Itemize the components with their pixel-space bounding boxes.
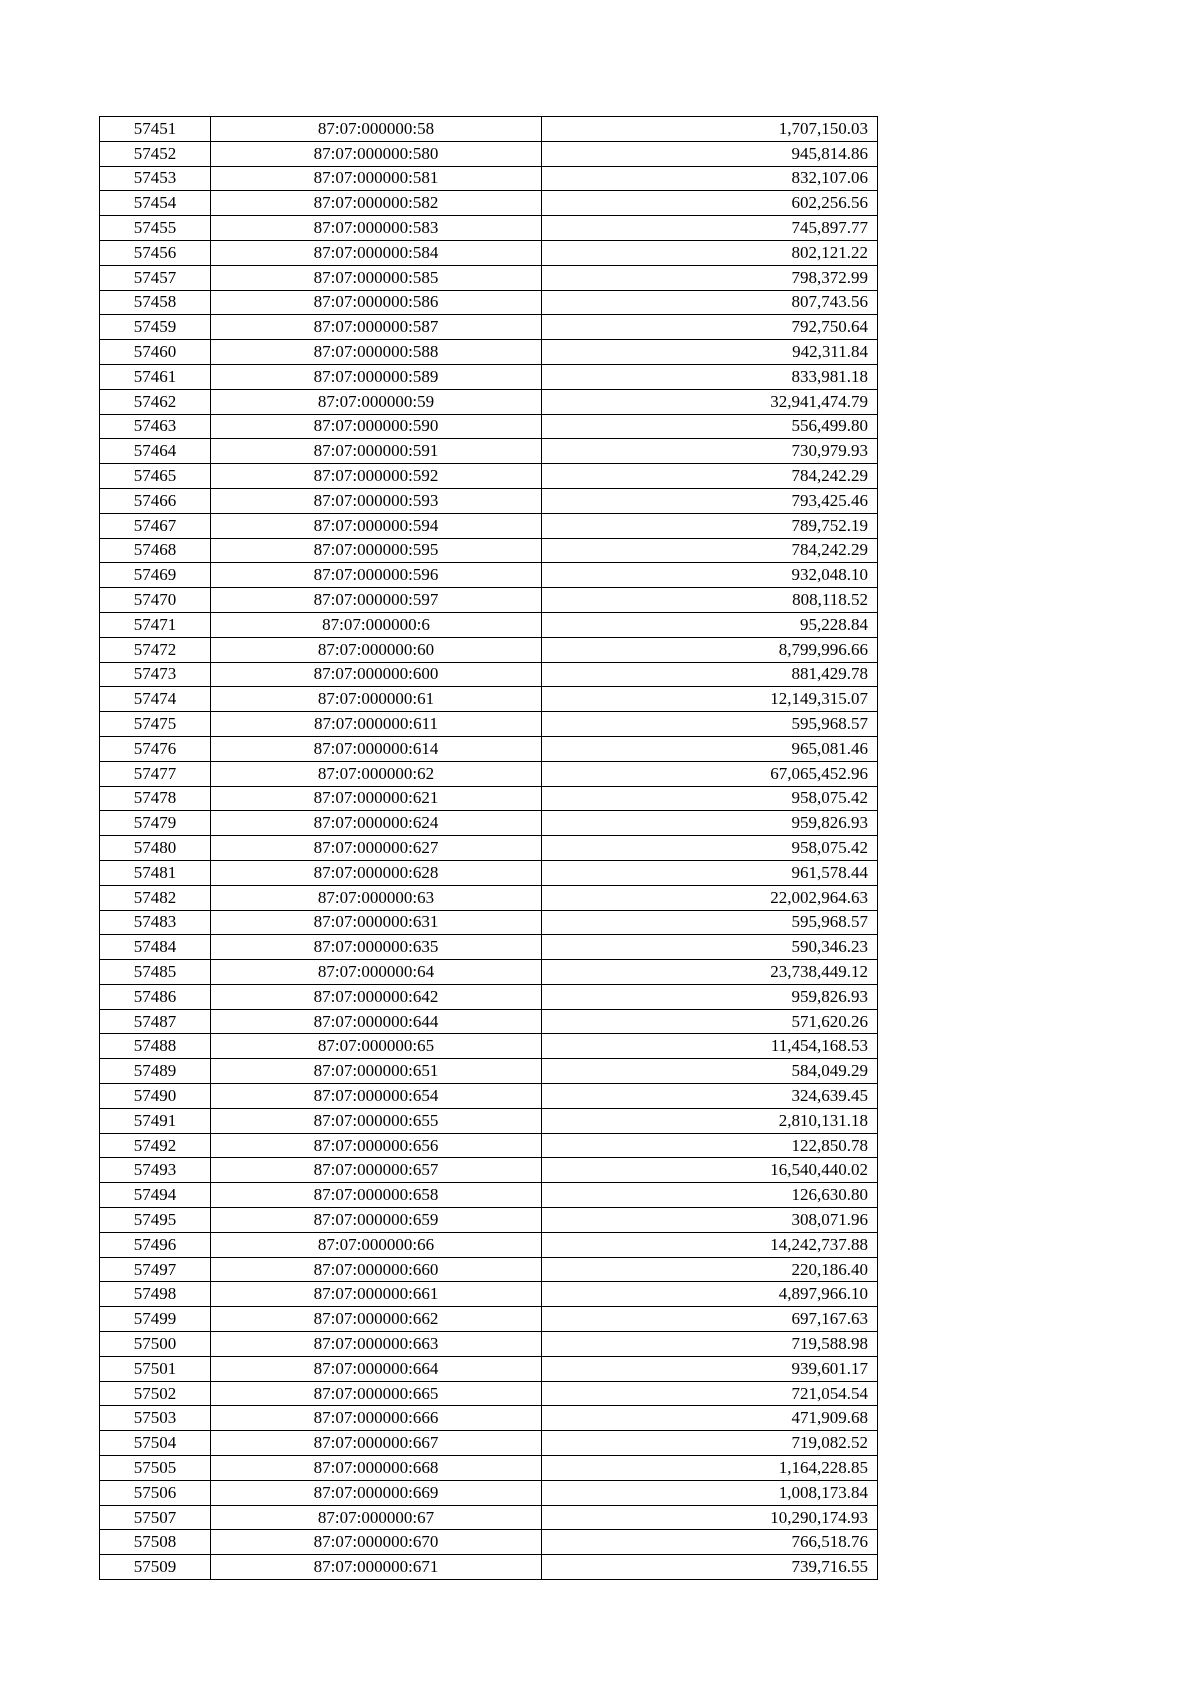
cadastral-number-cell: 87:07:000000:67 [211, 1505, 542, 1530]
row-number-cell: 57473 [100, 662, 211, 687]
value-cell: 32,941,474.79 [542, 389, 878, 414]
table-row [100, 1208, 878, 1233]
row-number-cell: 57458 [100, 290, 211, 315]
cadastral-number-cell: 87:07:000000:627 [211, 836, 542, 861]
value-cell: 14,242,737.88 [542, 1232, 878, 1257]
table-row [100, 513, 878, 538]
cadastral-number-cell: 87:07:000000:64 [211, 960, 542, 985]
value-cell: 595,968.57 [542, 910, 878, 935]
row-number-cell: 57457 [100, 265, 211, 290]
value-cell: 745,897.77 [542, 216, 878, 241]
cadastral-number-cell: 87:07:000000:667 [211, 1431, 542, 1456]
row-number-cell: 57475 [100, 712, 211, 737]
table-row [100, 1158, 878, 1183]
cadastral-number-cell: 87:07:000000:654 [211, 1084, 542, 1109]
row-number-cell: 57505 [100, 1456, 211, 1481]
row-number-cell: 57468 [100, 538, 211, 563]
row-number-cell: 57479 [100, 811, 211, 836]
cadastral-number-cell: 87:07:000000:624 [211, 811, 542, 836]
row-number-cell: 57509 [100, 1555, 211, 1580]
row-number-cell: 57472 [100, 637, 211, 662]
row-number-cell: 57470 [100, 588, 211, 613]
table-row [100, 811, 878, 836]
row-number-cell: 57504 [100, 1431, 211, 1456]
cadastral-number-cell: 87:07:000000:631 [211, 910, 542, 935]
cadastral-number-cell: 87:07:000000:594 [211, 513, 542, 538]
value-cell: 784,242.29 [542, 464, 878, 489]
table-row [100, 860, 878, 885]
cadastral-number-cell: 87:07:000000:585 [211, 265, 542, 290]
row-number-cell: 57483 [100, 910, 211, 935]
cadastral-number-cell: 87:07:000000:595 [211, 538, 542, 563]
value-cell: 958,075.42 [542, 786, 878, 811]
cadastral-number-cell: 87:07:000000:642 [211, 984, 542, 1009]
cadastral-number-cell: 87:07:000000:635 [211, 935, 542, 960]
row-number-cell: 57497 [100, 1257, 211, 1282]
value-cell: 721,054.54 [542, 1381, 878, 1406]
value-cell: 719,082.52 [542, 1431, 878, 1456]
value-cell: 789,752.19 [542, 513, 878, 538]
data-table [99, 116, 878, 1580]
table-row [100, 1084, 878, 1109]
cadastral-number-cell: 87:07:000000:662 [211, 1307, 542, 1332]
table-row [100, 1406, 878, 1431]
row-number-cell: 57491 [100, 1108, 211, 1133]
value-cell: 22,002,964.63 [542, 885, 878, 910]
table-row [100, 1505, 878, 1530]
row-number-cell: 57488 [100, 1034, 211, 1059]
row-number-cell: 57459 [100, 315, 211, 340]
cadastral-number-cell: 87:07:000000:658 [211, 1183, 542, 1208]
table-row [100, 364, 878, 389]
table-row [100, 265, 878, 290]
cadastral-number-cell: 87:07:000000:590 [211, 414, 542, 439]
table-row [100, 1555, 878, 1580]
row-number-cell: 57481 [100, 860, 211, 885]
cadastral-number-cell: 87:07:000000:61 [211, 687, 542, 712]
table-row [100, 885, 878, 910]
cadastral-number-cell: 87:07:000000:660 [211, 1257, 542, 1282]
table-row [100, 240, 878, 265]
cadastral-number-cell: 87:07:000000:668 [211, 1456, 542, 1481]
row-number-cell: 57494 [100, 1183, 211, 1208]
cadastral-number-cell: 87:07:000000:583 [211, 216, 542, 241]
row-number-cell: 57508 [100, 1530, 211, 1555]
cadastral-number-cell: 87:07:000000:621 [211, 786, 542, 811]
cadastral-number-cell: 87:07:000000:614 [211, 736, 542, 761]
value-cell: 12,149,315.07 [542, 687, 878, 712]
row-number-cell: 57495 [100, 1208, 211, 1233]
cadastral-number-cell: 87:07:000000:6 [211, 612, 542, 637]
value-cell: 23,738,449.12 [542, 960, 878, 985]
row-number-cell: 57465 [100, 464, 211, 489]
table-row [100, 960, 878, 985]
cadastral-number-cell: 87:07:000000:581 [211, 166, 542, 191]
table-row [100, 1133, 878, 1158]
value-cell: 4,897,966.10 [542, 1282, 878, 1307]
value-cell: 766,518.76 [542, 1530, 878, 1555]
cadastral-number-cell: 87:07:000000:582 [211, 191, 542, 216]
row-number-cell: 57464 [100, 439, 211, 464]
value-cell: 808,118.52 [542, 588, 878, 613]
cadastral-number-cell: 87:07:000000:63 [211, 885, 542, 910]
value-cell: 802,121.22 [542, 240, 878, 265]
value-cell: 945,814.86 [542, 141, 878, 166]
cadastral-number-cell: 87:07:000000:62 [211, 761, 542, 786]
value-cell: 584,049.29 [542, 1059, 878, 1084]
table-row [100, 1232, 878, 1257]
table-row [100, 637, 878, 662]
value-cell: 793,425.46 [542, 488, 878, 513]
table-row [100, 1480, 878, 1505]
row-number-cell: 57451 [100, 117, 211, 142]
table-row [100, 488, 878, 513]
row-number-cell: 57484 [100, 935, 211, 960]
row-number-cell: 57463 [100, 414, 211, 439]
value-cell: 220,186.40 [542, 1257, 878, 1282]
row-number-cell: 57471 [100, 612, 211, 637]
value-cell: 961,578.44 [542, 860, 878, 885]
table-row [100, 315, 878, 340]
row-number-cell: 57492 [100, 1133, 211, 1158]
value-cell: 939,601.17 [542, 1356, 878, 1381]
cadastral-number-cell: 87:07:000000:580 [211, 141, 542, 166]
cadastral-number-cell: 87:07:000000:65 [211, 1034, 542, 1059]
row-number-cell: 57493 [100, 1158, 211, 1183]
row-number-cell: 57478 [100, 786, 211, 811]
row-number-cell: 57496 [100, 1232, 211, 1257]
value-cell: 881,429.78 [542, 662, 878, 687]
cadastral-number-cell: 87:07:000000:59 [211, 389, 542, 414]
table-row [100, 935, 878, 960]
value-cell: 590,346.23 [542, 935, 878, 960]
row-number-cell: 57498 [100, 1282, 211, 1307]
value-cell: 16,540,440.02 [542, 1158, 878, 1183]
row-number-cell: 57477 [100, 761, 211, 786]
table-row [100, 191, 878, 216]
table-row [100, 1183, 878, 1208]
cadastral-number-cell: 87:07:000000:656 [211, 1133, 542, 1158]
row-number-cell: 57469 [100, 563, 211, 588]
table-row [100, 910, 878, 935]
cadastral-number-cell: 87:07:000000:663 [211, 1332, 542, 1357]
row-number-cell: 57506 [100, 1480, 211, 1505]
cadastral-number-cell: 87:07:000000:665 [211, 1381, 542, 1406]
value-cell: 95,228.84 [542, 612, 878, 637]
row-number-cell: 57507 [100, 1505, 211, 1530]
value-cell: 959,826.93 [542, 984, 878, 1009]
table-row [100, 1108, 878, 1133]
value-cell: 958,075.42 [542, 836, 878, 861]
table-row [100, 612, 878, 637]
table-row [100, 414, 878, 439]
cadastral-number-cell: 87:07:000000:592 [211, 464, 542, 489]
row-number-cell: 57490 [100, 1084, 211, 1109]
data-table-body [100, 117, 878, 1580]
table-row [100, 141, 878, 166]
table-row [100, 712, 878, 737]
cadastral-number-cell: 87:07:000000:657 [211, 1158, 542, 1183]
cadastral-number-cell: 87:07:000000:669 [211, 1480, 542, 1505]
row-number-cell: 57462 [100, 389, 211, 414]
table-row [100, 984, 878, 1009]
row-number-cell: 57499 [100, 1307, 211, 1332]
row-number-cell: 57502 [100, 1381, 211, 1406]
value-cell: 965,081.46 [542, 736, 878, 761]
value-cell: 739,716.55 [542, 1555, 878, 1580]
table-row [100, 1381, 878, 1406]
value-cell: 11,454,168.53 [542, 1034, 878, 1059]
row-number-cell: 57461 [100, 364, 211, 389]
table-row [100, 439, 878, 464]
row-number-cell: 57501 [100, 1356, 211, 1381]
cadastral-number-cell: 87:07:000000:589 [211, 364, 542, 389]
value-cell: 1,008,173.84 [542, 1480, 878, 1505]
cadastral-number-cell: 87:07:000000:600 [211, 662, 542, 687]
cadastral-number-cell: 87:07:000000:587 [211, 315, 542, 340]
row-number-cell: 57453 [100, 166, 211, 191]
cadastral-number-cell: 87:07:000000:593 [211, 488, 542, 513]
row-number-cell: 57454 [100, 191, 211, 216]
table-row [100, 1456, 878, 1481]
table-row [100, 1356, 878, 1381]
value-cell: 8,799,996.66 [542, 637, 878, 662]
table-row [100, 1009, 878, 1034]
row-number-cell: 57476 [100, 736, 211, 761]
cadastral-number-cell: 87:07:000000:584 [211, 240, 542, 265]
value-cell: 324,639.45 [542, 1084, 878, 1109]
table-row [100, 1307, 878, 1332]
row-number-cell: 57480 [100, 836, 211, 861]
row-number-cell: 57456 [100, 240, 211, 265]
value-cell: 1,164,228.85 [542, 1456, 878, 1481]
cadastral-number-cell: 87:07:000000:586 [211, 290, 542, 315]
cadastral-number-cell: 87:07:000000:597 [211, 588, 542, 613]
table-row [100, 166, 878, 191]
value-cell: 2,810,131.18 [542, 1108, 878, 1133]
table-row [100, 761, 878, 786]
cadastral-number-cell: 87:07:000000:666 [211, 1406, 542, 1431]
value-cell: 932,048.10 [542, 563, 878, 588]
table-row [100, 290, 878, 315]
value-cell: 784,242.29 [542, 538, 878, 563]
value-cell: 10,290,174.93 [542, 1505, 878, 1530]
cadastral-number-cell: 87:07:000000:671 [211, 1555, 542, 1580]
row-number-cell: 57500 [100, 1332, 211, 1357]
value-cell: 571,620.26 [542, 1009, 878, 1034]
table-row [100, 736, 878, 761]
table-row [100, 1332, 878, 1357]
cadastral-number-cell: 87:07:000000:58 [211, 117, 542, 142]
table-row [100, 1257, 878, 1282]
table-row [100, 117, 878, 142]
cadastral-number-cell: 87:07:000000:644 [211, 1009, 542, 1034]
cadastral-number-cell: 87:07:000000:659 [211, 1208, 542, 1233]
cadastral-number-cell: 87:07:000000:588 [211, 340, 542, 365]
value-cell: 308,071.96 [542, 1208, 878, 1233]
table-row [100, 687, 878, 712]
table-row [100, 464, 878, 489]
value-cell: 959,826.93 [542, 811, 878, 836]
value-cell: 126,630.80 [542, 1183, 878, 1208]
table-row [100, 1059, 878, 1084]
value-cell: 798,372.99 [542, 265, 878, 290]
cadastral-number-cell: 87:07:000000:664 [211, 1356, 542, 1381]
row-number-cell: 57489 [100, 1059, 211, 1084]
value-cell: 807,743.56 [542, 290, 878, 315]
value-cell: 833,981.18 [542, 364, 878, 389]
table-row [100, 836, 878, 861]
cadastral-number-cell: 87:07:000000:628 [211, 860, 542, 885]
row-number-cell: 57486 [100, 984, 211, 1009]
table-row [100, 563, 878, 588]
table-row [100, 216, 878, 241]
value-cell: 67,065,452.96 [542, 761, 878, 786]
cadastral-number-cell: 87:07:000000:670 [211, 1530, 542, 1555]
value-cell: 697,167.63 [542, 1307, 878, 1332]
cadastral-number-cell: 87:07:000000:651 [211, 1059, 542, 1084]
value-cell: 1,707,150.03 [542, 117, 878, 142]
value-cell: 595,968.57 [542, 712, 878, 737]
row-number-cell: 57503 [100, 1406, 211, 1431]
table-row [100, 786, 878, 811]
row-number-cell: 57455 [100, 216, 211, 241]
row-number-cell: 57467 [100, 513, 211, 538]
table-row [100, 389, 878, 414]
value-cell: 602,256.56 [542, 191, 878, 216]
row-number-cell: 57452 [100, 141, 211, 166]
cadastral-number-cell: 87:07:000000:611 [211, 712, 542, 737]
value-cell: 122,850.78 [542, 1133, 878, 1158]
value-cell: 942,311.84 [542, 340, 878, 365]
cadastral-number-cell: 87:07:000000:60 [211, 637, 542, 662]
value-cell: 556,499.80 [542, 414, 878, 439]
table-row [100, 1034, 878, 1059]
row-number-cell: 57474 [100, 687, 211, 712]
cadastral-number-cell: 87:07:000000:596 [211, 563, 542, 588]
row-number-cell: 57485 [100, 960, 211, 985]
row-number-cell: 57460 [100, 340, 211, 365]
table-row [100, 1530, 878, 1555]
table-row [100, 1431, 878, 1456]
table-row [100, 340, 878, 365]
table-row [100, 588, 878, 613]
row-number-cell: 57487 [100, 1009, 211, 1034]
value-cell: 730,979.93 [542, 439, 878, 464]
value-cell: 471,909.68 [542, 1406, 878, 1431]
cadastral-number-cell: 87:07:000000:66 [211, 1232, 542, 1257]
value-cell: 832,107.06 [542, 166, 878, 191]
value-cell: 792,750.64 [542, 315, 878, 340]
cadastral-number-cell: 87:07:000000:591 [211, 439, 542, 464]
table-row [100, 538, 878, 563]
cadastral-number-cell: 87:07:000000:661 [211, 1282, 542, 1307]
value-cell: 719,588.98 [542, 1332, 878, 1357]
cadastral-number-cell: 87:07:000000:655 [211, 1108, 542, 1133]
row-number-cell: 57482 [100, 885, 211, 910]
table-row [100, 1282, 878, 1307]
table-row [100, 662, 878, 687]
row-number-cell: 57466 [100, 488, 211, 513]
